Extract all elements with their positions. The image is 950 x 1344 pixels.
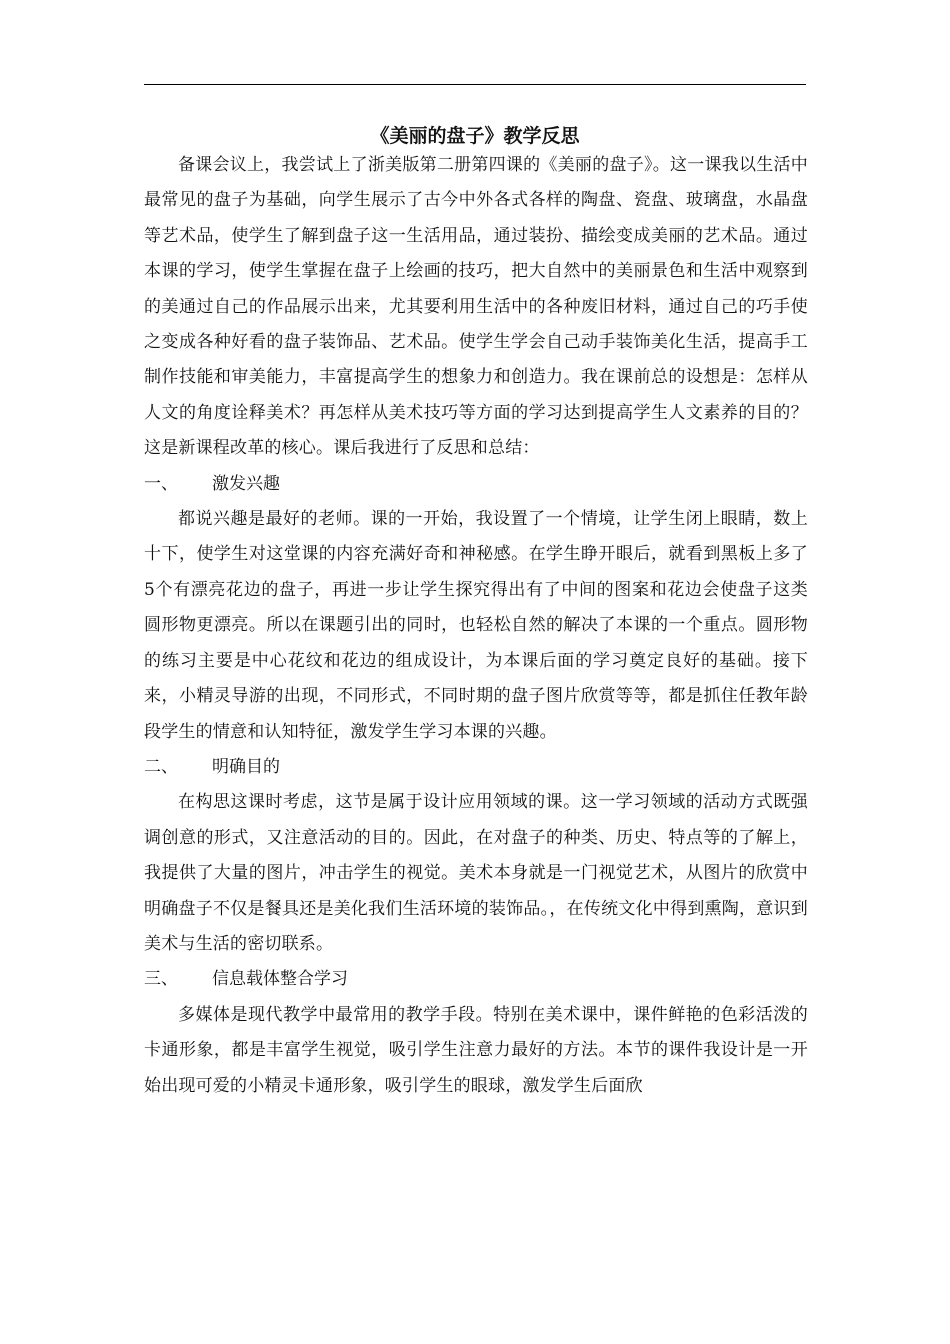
section-heading-text: 明确目的 xyxy=(212,756,280,777)
section-paragraph-3: 多媒体是现代教学中最常用的教学手段。特别在美术课中，课件鲜艳的色彩活泼的卡通形象，都是丰富学生视觉，吸引学生注意力最好的方法。本节的课件我设计是一开始出现可爱的小精灵卡通形象，吸引学生的眼球，激发学生后面欣 xyxy=(144,1004,808,1096)
section-heading-2 xyxy=(144,750,808,785)
section-heading-text: 激发兴趣 xyxy=(212,473,280,494)
section-heading-text: 信息载体整合学习 xyxy=(212,969,348,990)
document-body xyxy=(144,148,808,1104)
section-number: 一、 xyxy=(144,473,178,494)
section-heading-1 xyxy=(144,467,808,502)
section-paragraph-1: 都说兴趣是最好的老师。课的一开始，我设置了一个情境，让学生闭上眼睛，数上十下，使学生对这堂课的内容充满好奇和神秘感。在学生睁开眼后，就看到黑板上多了5个有漂亮花边的盘子，再进一步让学生探究得出有了中间的图案和花边会使盘子这类圆形物更漂亮。所以在课题引出的同时，也轻松自然的解决了本课的一个重点。圆形物的练习主要是中心花纹和花边的组成设计，为本课后面的学习奠定良好的基础。接下来，小精灵导游的出现，不同形式，不同时期的盘子图片欣赏等等，都是抓住任教年龄段学生的情意和认知特征，激发学生学习本课的兴趣。 xyxy=(144,509,808,742)
section-number: 三、 xyxy=(144,969,178,990)
document-title: 《美丽的盘子》教学反思 xyxy=(370,125,580,147)
section-heading-3 xyxy=(144,962,808,997)
section-number: 二、 xyxy=(144,756,178,777)
intro-paragraph: 备课会议上，我尝试上了浙美版第二册第四课的《美丽的盘子》。这一课我以生活中最常见的盘子为基础，向学生展示了古今中外各式各样的陶盘、瓷盘、玻璃盘，水晶盘等艺术品，使学生了解到盘子这一生活用品，通过装扮、描绘变成美丽的艺术品。通过本课的学习，使学生掌握在盘子上绘画的技巧，把大自然中的美丽景色和生活中观察到的美通过自己的作品展示出来，尤其要利用生活中的各种废旧材料，通过自己的巧手使之变成各种好看的盘子装饰品、艺术品。使学生学会自己动手装饰美化生活，提高手工制作技能和审美能力，丰富提高学生的想象力和创造力。我在课前总的设想是：怎样从人文的角度诠释美术？再怎样从美术技巧等方面的学习达到提高学生人文素养的目的？这是新课程改革的核心。课后我进行了反思和总结： xyxy=(144,155,808,459)
header-rule xyxy=(144,84,806,85)
section-paragraph-2: 在构思这课时考虑，这节是属于设计应用领域的课。这一学习领域的活动方式既强调创意的形式，又注意活动的目的。因此，在对盘子的种类、历史、特点等的了解上，我提供了大量的图片，冲击学生的视觉。美术本身就是一门视觉艺术，从图片的欣赏中明确盘子不仅是餐具还是美化我们生活环境的装饰品。，在传统文化中得到熏陶，意识到美术与生活的密切联系。 xyxy=(144,792,808,954)
